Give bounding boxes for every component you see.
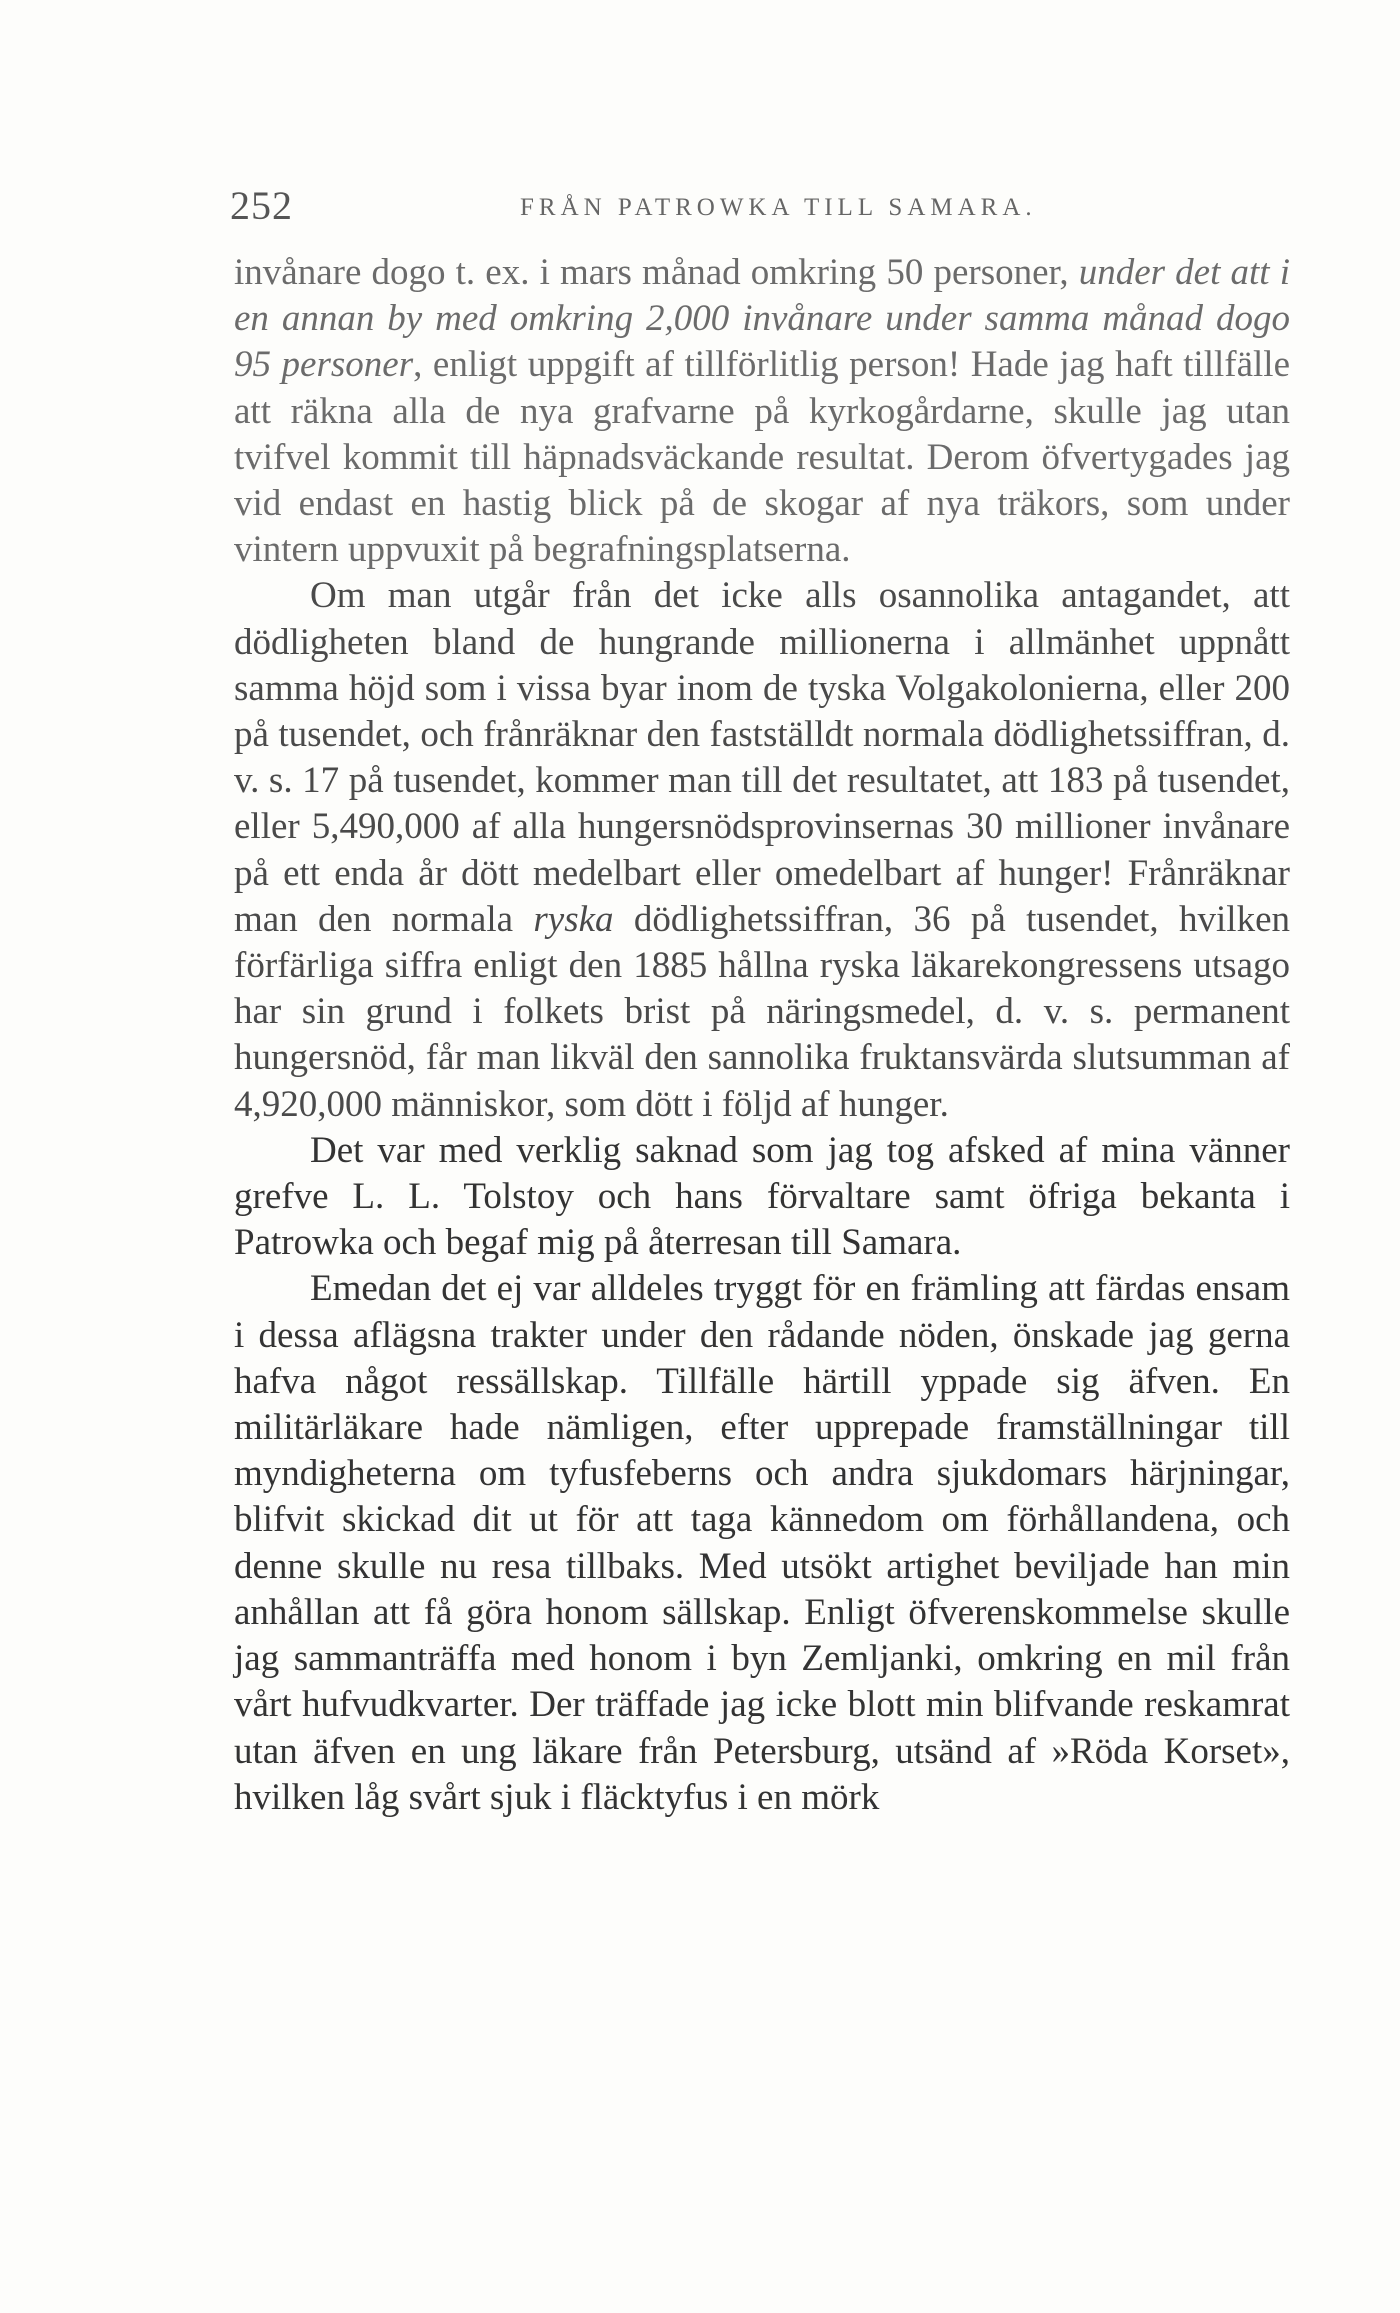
running-head — [230, 182, 1292, 232]
paragraph-1 — [234, 250, 1290, 573]
paragraph-2-text-a: Om man utgår från det icke alls osannolika antagandet, att dödligheten bland de hungrande millionerna i allmänhet uppnått samma höjd som i vissa byar inom de tyska Volgakolonierna, eller 200 på tusendet, och frånräknar den fastställdt normala dödlighetssiffran, d. v. s. 17 på tusendet, kommer man till det resultatet, att 183 på tusendet, eller 5,490,000 af alla hungersnödsprovinsernas 30 millioner invånare på ett enda år dött medelbart eller omedelbart af hunger! Frånräknar man den normala — [234, 575, 1290, 940]
paragraph-1-italic: under det att i en annan by med omkring 2,000 invånare under samma månad dogo 95 personer — [234, 252, 1290, 386]
paragraph-1-text-a: invånare dogo t. ex. i mars månad omkring 50 personer, — [234, 252, 1079, 293]
paragraph-2 — [234, 573, 1290, 1127]
paragraph-2-italic: ryska — [533, 898, 614, 940]
paragraph-3: Det var med verklig saknad som jag tog afsked af mina vänner grefve L. L. Tolstoy och hans förvaltare samt öfriga bekanta i Patrowka och begaf mig på återresan till Samara. — [234, 1129, 1290, 1264]
paragraph-1-text-b: , enligt uppgift af tillförlitlig person! Hade jag haft tillfälle att räkna alla de nya grafvarne på kyrkogårdarne, skulle jag utan tvifvel kommit till häpnadsväckande resultat. Derom öfvertygades jag vid endast en hastig blick på de skogar af nya träkors, som under vintern uppvuxit på begrafningsplatserna. — [234, 344, 1290, 571]
page-number: 252 — [230, 183, 293, 228]
paragraph-2-text-b: dödlighetssiffran, 36 på tusendet, hvilken förfärliga siffra enligt den 1885 hållna ryska läkarekongressens utsago har sin grund i folkets brist på näringsmedel, d. v. s. permanent hungersnöd, får man likväl den sannolika fruktansvärda slutsumman af 4,920,000 människor, som dött i följd af hunger. — [234, 898, 1290, 1125]
running-title: FRÅN PATROWKA TILL SAMARA. — [520, 194, 1037, 221]
body-text — [234, 250, 1290, 1821]
paragraph-4: Emedan det ej var alldeles tryggt för en främling att färdas ensam i dessa aflägsna trakter under den rådande nöden, önskade jag gerna hafva något ressällskap. Tillfälle härtill yppade sig äfven. En militärläkare hade nämligen, efter upprepade framställningar till myndigheterna om tyfusfeberns och andra sjukdomars härjningar, blifvit skickad dit ut för att taga kännedom om förhållandena, och denne skulle nu resa tillbaks. Med utsökt artighet beviljade han min anhållan att få göra honom sällskap. Enligt öfverenskommelse skulle jag sammanträffa med honom i byn Zemljanki, omkring en mil från vårt hufvudkvarter. Der träffade jag icke blott min blifvande reskamrat utan äfven en ung läkare från Petersburg, utsänd af »Röda Korset», hvilken låg svårt sjuk i fläcktyfus i en mörk — [234, 1268, 1290, 1818]
